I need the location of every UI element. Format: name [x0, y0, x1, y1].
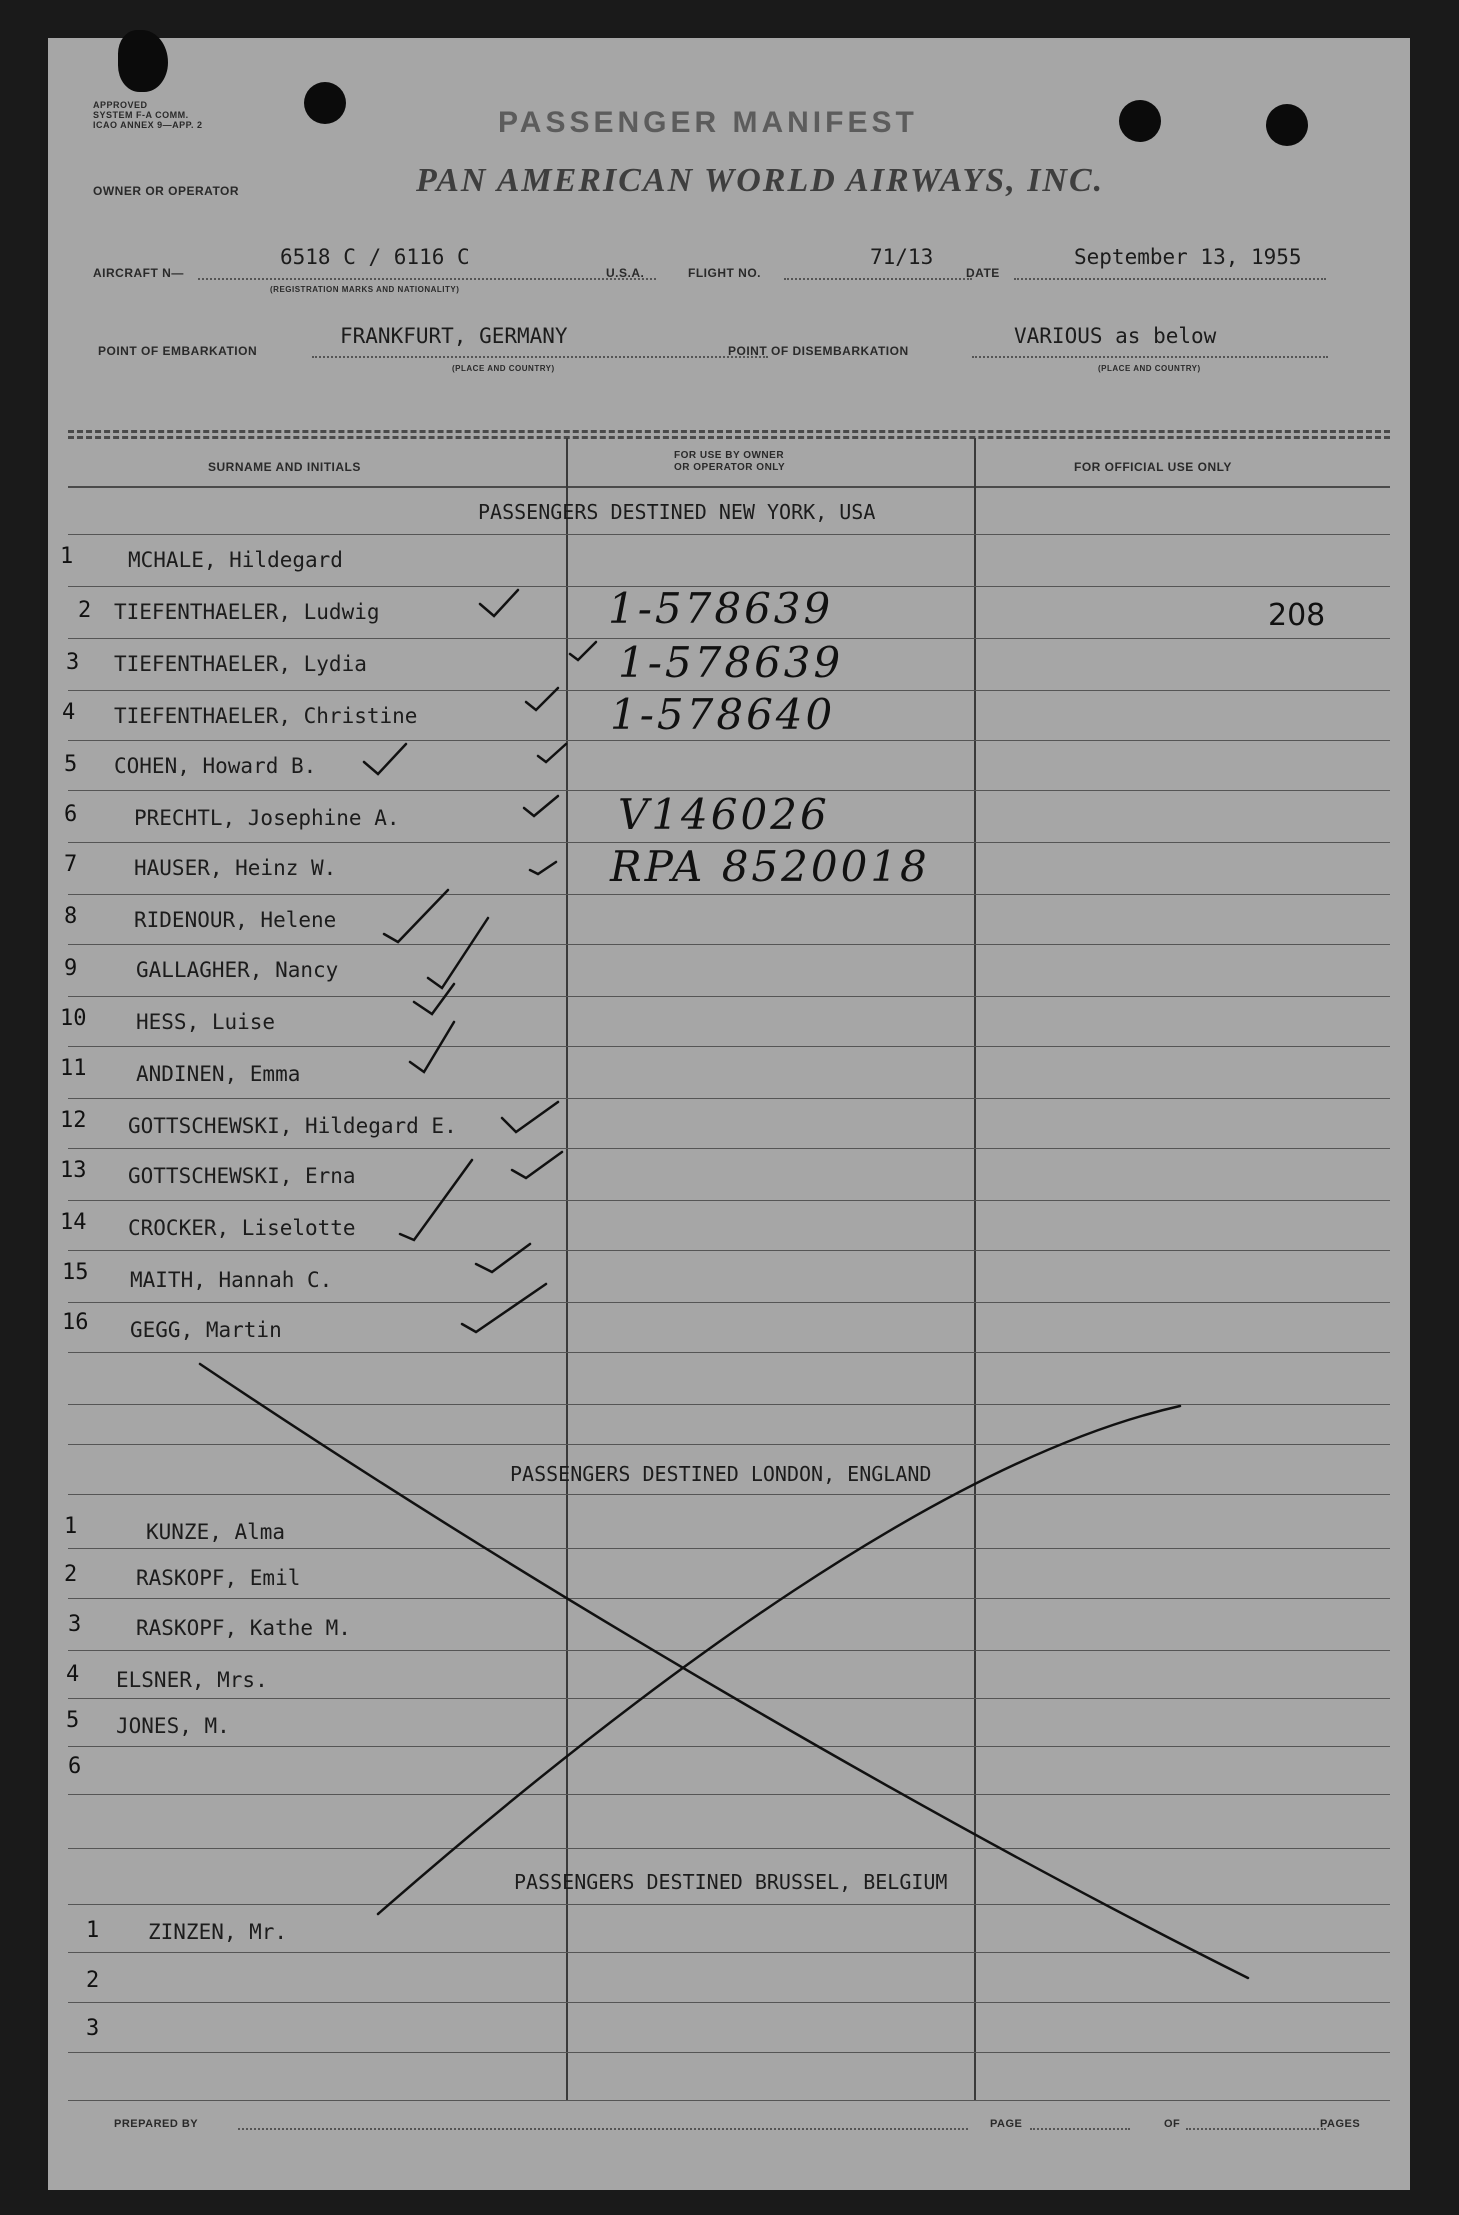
checkmark-icon — [428, 918, 488, 988]
checkmark-icon — [530, 862, 556, 874]
owner-label: OWNER OR OPERATOR — [93, 184, 240, 198]
aircraft-label: AIRCRAFT N— — [93, 266, 184, 280]
row-number: 2 — [64, 1562, 78, 1587]
row-number: 3 — [66, 650, 80, 675]
flight-value: 71/13 — [870, 245, 934, 269]
page-label: PAGE — [990, 2118, 1023, 2130]
row-number: 6 — [68, 1754, 82, 1779]
row-number: 2 — [78, 598, 92, 623]
passenger-name: HAUSER, Heinz W. — [134, 856, 337, 880]
row-number: 1 — [64, 1514, 78, 1539]
date-label: DATE — [966, 266, 1000, 280]
row-number: 4 — [66, 1662, 80, 1687]
checkmark-icon — [384, 890, 448, 942]
row-number: 1 — [60, 544, 74, 569]
row-number: 14 — [60, 1210, 87, 1235]
col-official-header: FOR OFFICIAL USE ONLY — [1074, 460, 1232, 474]
col-owner-header-2: OR OPERATOR ONLY — [674, 462, 786, 473]
checkmark-icon — [364, 744, 406, 774]
passenger-name: ZINZEN, Mr. — [148, 1920, 288, 1944]
official-note: 208 — [1268, 598, 1326, 633]
checkmark-icon — [570, 642, 596, 660]
passenger-name: COHEN, Howard B. — [114, 754, 317, 778]
handwritten-ref: 1-578639 — [618, 638, 844, 687]
checkmark-icon — [400, 1160, 472, 1240]
passenger-name: MCHALE, Hildegard — [128, 548, 343, 572]
passenger-name: GOTTSCHEWSKI, Erna — [128, 1164, 356, 1188]
row-number: 8 — [64, 904, 78, 929]
row-number: 9 — [64, 956, 78, 981]
disembark-sublabel: (PLACE AND COUNTRY) — [1098, 364, 1201, 373]
row-number: 6 — [64, 802, 78, 827]
cross-out-line — [378, 1406, 1180, 1914]
row-number: 1 — [86, 1918, 100, 1943]
section-heading-new-york: PASSENGERS DESTINED NEW YORK, USA — [478, 500, 876, 524]
approval-line-3: ICAO ANNEX 9—APP. 2 — [93, 120, 203, 130]
date-value: September 13, 1955 — [1074, 245, 1302, 269]
checkmark-icon — [526, 688, 558, 710]
handwritten-ref: RPA 8520018 — [610, 842, 930, 891]
row-number: 12 — [60, 1108, 87, 1133]
row-number: 15 — [62, 1260, 89, 1285]
row-number: 5 — [64, 752, 78, 777]
checkmark-icon — [512, 1152, 562, 1178]
passenger-name: RIDENOUR, Helene — [134, 908, 337, 932]
row-number: 11 — [60, 1056, 87, 1081]
row-number: 4 — [62, 700, 76, 725]
passenger-name: TIEFENTHAELER, Christine — [114, 704, 418, 728]
passenger-name: TIEFENTHAELER, Lydia — [114, 652, 367, 676]
passenger-name: CROCKER, Liselotte — [128, 1216, 356, 1240]
passenger-name: RASKOPF, Kathe M. — [136, 1616, 351, 1640]
passenger-name: MAITH, Hannah C. — [130, 1268, 333, 1292]
handwritten-ref: 1-578640 — [610, 690, 836, 739]
embark-label: POINT OF EMBARKATION — [98, 344, 258, 358]
aircraft-value: 6518 C / 6116 C — [280, 245, 470, 269]
embark-sublabel: (PLACE AND COUNTRY) — [452, 364, 555, 373]
handwritten-ref: V146026 — [618, 790, 830, 839]
passenger-name: ELSNER, Mrs. — [116, 1668, 268, 1692]
checkmark-icon — [462, 1284, 546, 1332]
aircraft-sublabel: (REGISTRATION MARKS AND NATIONALITY) — [270, 285, 460, 294]
col-surname-header: SURNAME AND INITIALS — [208, 460, 361, 474]
prepared-by-label: PREPARED BY — [114, 2118, 199, 2130]
of-label: OF — [1164, 2118, 1181, 2130]
owner-value: PAN AMERICAN WORLD AIRWAYS, INC. — [416, 162, 1105, 199]
passenger-name: KUNZE, Alma — [146, 1520, 286, 1544]
row-number: 16 — [62, 1310, 89, 1335]
passenger-name: HESS, Luise — [136, 1010, 276, 1034]
embark-value: FRANKFURT, GERMANY — [340, 324, 568, 348]
row-number: 2 — [86, 1968, 100, 1993]
approval-line-1: APPROVED — [93, 100, 148, 110]
row-number: 13 — [60, 1158, 87, 1183]
section-heading-brussel: PASSENGERS DESTINED BRUSSEL, BELGIUM — [514, 1870, 948, 1894]
section-heading-london: PASSENGERS DESTINED LONDON, ENGLAND — [510, 1462, 932, 1486]
row-number: 3 — [86, 2016, 100, 2041]
checkmark-icon — [524, 796, 558, 816]
manifest-sheet — [48, 38, 1410, 2190]
checkmark-icon — [414, 984, 454, 1014]
checkmark-icon — [538, 744, 566, 762]
passenger-name: GALLAGHER, Nancy — [136, 958, 339, 982]
row-number: 5 — [66, 1708, 80, 1733]
passenger-name: TIEFENTHAELER, Ludwig — [114, 600, 380, 624]
row-number: 7 — [64, 852, 78, 877]
passenger-name: RASKOPF, Emil — [136, 1566, 301, 1590]
page-title: PASSENGER MANIFEST — [498, 106, 918, 139]
disembark-value: VARIOUS as below — [1014, 324, 1217, 348]
handwritten-ref: 1-578639 — [608, 584, 834, 633]
passenger-name: GOTTSCHEWSKI, Hildegard E. — [128, 1114, 457, 1138]
cross-out-line — [200, 1364, 1248, 1978]
checkmark-icon — [480, 590, 518, 616]
row-number: 10 — [60, 1006, 87, 1031]
checkmark-icon — [410, 1022, 454, 1072]
pages-label: PAGES — [1320, 2118, 1361, 2130]
passenger-name: ANDINEN, Emma — [136, 1062, 301, 1086]
passenger-name: JONES, M. — [116, 1714, 230, 1738]
passenger-name: GEGG, Martin — [130, 1318, 282, 1342]
checkmark-icon — [502, 1102, 558, 1132]
col-owner-header-1: FOR USE BY OWNER — [674, 450, 785, 461]
passenger-name: PRECHTL, Josephine A. — [134, 806, 400, 830]
flight-label: FLIGHT NO. — [688, 266, 761, 280]
handwritten-marks — [48, 38, 1410, 2190]
approval-line-2: SYSTEM F-A COMM. — [93, 110, 189, 120]
country-label: U.S.A. — [606, 266, 645, 280]
row-number: 3 — [68, 1612, 82, 1637]
disembark-label: POINT OF DISEMBARKATION — [728, 344, 909, 358]
checkmark-icon — [476, 1244, 530, 1272]
